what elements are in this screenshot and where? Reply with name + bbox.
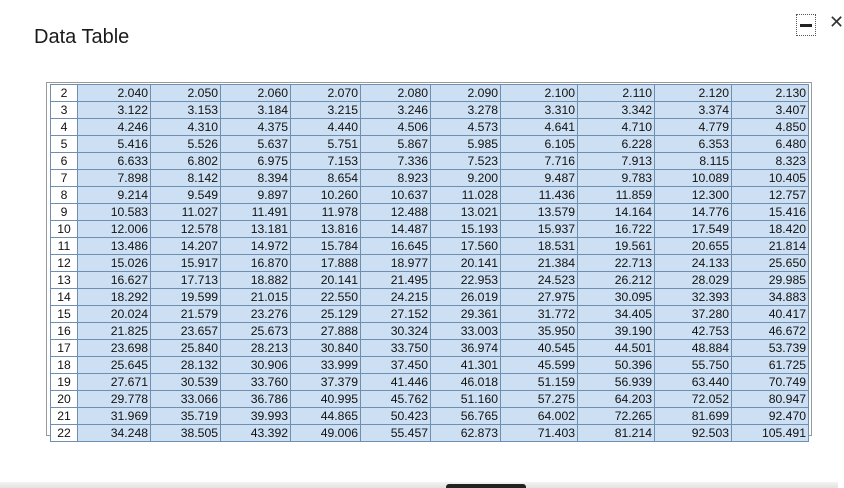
table-cell: 28.132 bbox=[151, 357, 221, 374]
table-cell: 2.040 bbox=[78, 85, 151, 102]
table-cell: 7.336 bbox=[361, 153, 431, 170]
table-cell: 33.760 bbox=[221, 374, 291, 391]
table-cell: 9.897 bbox=[221, 187, 291, 204]
table-cell: 8.115 bbox=[655, 153, 732, 170]
row-index-cell: 5 bbox=[51, 136, 78, 153]
table-cell: 4.246 bbox=[78, 119, 151, 136]
table-cell: 2.060 bbox=[221, 85, 291, 102]
row-index-cell: 20 bbox=[51, 391, 78, 408]
table-cell: 7.898 bbox=[78, 170, 151, 187]
row-index-cell: 16 bbox=[51, 323, 78, 340]
table-cell: 19.599 bbox=[151, 289, 221, 306]
table-cell: 30.840 bbox=[291, 340, 361, 357]
row-index-cell: 21 bbox=[51, 408, 78, 425]
table-cell: 2.050 bbox=[151, 85, 221, 102]
table-cell: 20.141 bbox=[431, 255, 501, 272]
table-cell: 5.526 bbox=[151, 136, 221, 153]
table-cell: 35.950 bbox=[501, 323, 578, 340]
table-cell: 25.129 bbox=[291, 306, 361, 323]
table-row bbox=[51, 289, 809, 306]
table-cell: 23.657 bbox=[151, 323, 221, 340]
table-cell: 8.394 bbox=[221, 170, 291, 187]
table-cell: 35.719 bbox=[151, 408, 221, 425]
table-cell: 9.214 bbox=[78, 187, 151, 204]
table-cell: 27.152 bbox=[361, 306, 431, 323]
table-cell: 21.384 bbox=[501, 255, 578, 272]
table-cell: 26.019 bbox=[431, 289, 501, 306]
table-cell: 39.190 bbox=[578, 323, 655, 340]
table-cell: 21.814 bbox=[732, 238, 809, 255]
table-cell: 11.491 bbox=[221, 204, 291, 221]
table-cell: 10.260 bbox=[291, 187, 361, 204]
table-cell: 5.416 bbox=[78, 136, 151, 153]
table-cell: 53.739 bbox=[732, 340, 809, 357]
table-cell: 46.672 bbox=[732, 323, 809, 340]
table-cell: 44.865 bbox=[291, 408, 361, 425]
table-cell: 9.200 bbox=[431, 170, 501, 187]
table-cell: 46.018 bbox=[431, 374, 501, 391]
table-cell: 39.993 bbox=[221, 408, 291, 425]
table-cell: 41.446 bbox=[361, 374, 431, 391]
table-cell: 2.120 bbox=[655, 85, 732, 102]
table-cell: 21.825 bbox=[78, 323, 151, 340]
table-cell: 29.985 bbox=[732, 272, 809, 289]
table-cell: 25.645 bbox=[78, 357, 151, 374]
table-cell: 18.977 bbox=[361, 255, 431, 272]
table-cell: 19.561 bbox=[578, 238, 655, 255]
table-row bbox=[51, 119, 809, 136]
table-cell: 92.470 bbox=[732, 408, 809, 425]
table-cell: 11.436 bbox=[501, 187, 578, 204]
table-cell: 4.641 bbox=[501, 119, 578, 136]
table-cell: 56.939 bbox=[578, 374, 655, 391]
table-cell: 12.300 bbox=[655, 187, 732, 204]
table-cell: 12.006 bbox=[78, 221, 151, 238]
table-cell: 25.840 bbox=[151, 340, 221, 357]
table-cell: 44.501 bbox=[578, 340, 655, 357]
table-row bbox=[51, 221, 809, 238]
table-cell: 81.699 bbox=[655, 408, 732, 425]
table-cell: 34.883 bbox=[732, 289, 809, 306]
table-cell: 6.228 bbox=[578, 136, 655, 153]
table-cell: 4.440 bbox=[291, 119, 361, 136]
table-cell: 13.486 bbox=[78, 238, 151, 255]
table-cell: 2.100 bbox=[501, 85, 578, 102]
row-index-cell: 11 bbox=[51, 238, 78, 255]
table-cell: 14.972 bbox=[221, 238, 291, 255]
table-cell: 27.671 bbox=[78, 374, 151, 391]
table-cell: 61.725 bbox=[732, 357, 809, 374]
table-cell: 31.772 bbox=[501, 306, 578, 323]
table-cell: 15.416 bbox=[732, 204, 809, 221]
table-cell: 11.028 bbox=[431, 187, 501, 204]
table-cell: 38.505 bbox=[151, 425, 221, 442]
table-cell: 3.278 bbox=[431, 102, 501, 119]
table-cell: 27.888 bbox=[291, 323, 361, 340]
table-cell: 4.506 bbox=[361, 119, 431, 136]
table-cell: 9.783 bbox=[578, 170, 655, 187]
table-cell: 29.361 bbox=[431, 306, 501, 323]
table-cell: 72.052 bbox=[655, 391, 732, 408]
table-row bbox=[51, 102, 809, 119]
table-row bbox=[51, 255, 809, 272]
table-cell: 7.153 bbox=[291, 153, 361, 170]
table-row bbox=[51, 374, 809, 391]
table-cell: 49.006 bbox=[291, 425, 361, 442]
table-cell: 10.583 bbox=[78, 204, 151, 221]
data-table-container bbox=[46, 82, 812, 440]
row-index-cell: 9 bbox=[51, 204, 78, 221]
table-cell: 16.870 bbox=[221, 255, 291, 272]
table-cell: 24.523 bbox=[501, 272, 578, 289]
table-cell: 18.531 bbox=[501, 238, 578, 255]
table-cell: 16.722 bbox=[578, 221, 655, 238]
row-index-cell: 22 bbox=[51, 425, 78, 442]
table-cell: 48.884 bbox=[655, 340, 732, 357]
table-cell: 55.750 bbox=[655, 357, 732, 374]
table-cell: 31.969 bbox=[78, 408, 151, 425]
table-cell: 43.392 bbox=[221, 425, 291, 442]
table-cell: 6.975 bbox=[221, 153, 291, 170]
table-cell: 55.457 bbox=[361, 425, 431, 442]
table-cell: 10.089 bbox=[655, 170, 732, 187]
row-index-cell: 6 bbox=[51, 153, 78, 170]
table-cell: 17.888 bbox=[291, 255, 361, 272]
table-cell: 15.784 bbox=[291, 238, 361, 255]
table-cell: 33.999 bbox=[291, 357, 361, 374]
table-cell: 6.802 bbox=[151, 153, 221, 170]
table-cell: 13.579 bbox=[501, 204, 578, 221]
table-cell: 34.248 bbox=[78, 425, 151, 442]
table-cell: 25.650 bbox=[732, 255, 809, 272]
row-index-cell: 7 bbox=[51, 170, 78, 187]
table-cell: 40.545 bbox=[501, 340, 578, 357]
table-cell: 21.495 bbox=[361, 272, 431, 289]
table-cell: 17.713 bbox=[151, 272, 221, 289]
table-row bbox=[51, 323, 809, 340]
table-cell: 3.374 bbox=[655, 102, 732, 119]
table-cell: 14.164 bbox=[578, 204, 655, 221]
table-cell: 33.750 bbox=[361, 340, 431, 357]
table-cell: 4.850 bbox=[732, 119, 809, 136]
table-cell: 26.212 bbox=[578, 272, 655, 289]
row-index-cell: 4 bbox=[51, 119, 78, 136]
table-row bbox=[51, 204, 809, 221]
table-cell: 3.310 bbox=[501, 102, 578, 119]
table-cell: 9.487 bbox=[501, 170, 578, 187]
table-cell: 15.917 bbox=[151, 255, 221, 272]
table-cell: 14.207 bbox=[151, 238, 221, 255]
table-cell: 63.440 bbox=[655, 374, 732, 391]
table-cell: 4.710 bbox=[578, 119, 655, 136]
table-row bbox=[51, 153, 809, 170]
table-cell: 3.153 bbox=[151, 102, 221, 119]
table-cell: 72.265 bbox=[578, 408, 655, 425]
table-cell: 28.213 bbox=[221, 340, 291, 357]
minimize-icon bbox=[800, 24, 812, 27]
table-cell: 29.778 bbox=[78, 391, 151, 408]
table-cell: 9.549 bbox=[151, 187, 221, 204]
row-index-cell: 19 bbox=[51, 374, 78, 391]
table-cell: 6.105 bbox=[501, 136, 578, 153]
table-cell: 22.713 bbox=[578, 255, 655, 272]
table-row bbox=[51, 238, 809, 255]
table-cell: 4.375 bbox=[221, 119, 291, 136]
table-cell: 30.324 bbox=[361, 323, 431, 340]
table-cell: 23.698 bbox=[78, 340, 151, 357]
table-cell: 51.159 bbox=[501, 374, 578, 391]
table-cell: 5.637 bbox=[221, 136, 291, 153]
row-index-cell: 14 bbox=[51, 289, 78, 306]
table-cell: 3.342 bbox=[578, 102, 655, 119]
table-cell: 5.985 bbox=[431, 136, 501, 153]
table-cell: 28.029 bbox=[655, 272, 732, 289]
close-icon[interactable]: ✕ bbox=[829, 12, 844, 32]
table-cell: 37.280 bbox=[655, 306, 732, 323]
table-cell: 20.655 bbox=[655, 238, 732, 255]
table-cell: 81.214 bbox=[578, 425, 655, 442]
table-cell: 16.627 bbox=[78, 272, 151, 289]
table-cell: 3.246 bbox=[361, 102, 431, 119]
table-cell: 5.751 bbox=[291, 136, 361, 153]
table-cell: 42.753 bbox=[655, 323, 732, 340]
table-cell: 64.002 bbox=[501, 408, 578, 425]
table-row bbox=[51, 136, 809, 153]
table-cell: 20.141 bbox=[291, 272, 361, 289]
row-index-cell: 18 bbox=[51, 357, 78, 374]
table-cell: 2.130 bbox=[732, 85, 809, 102]
table-cell: 51.160 bbox=[431, 391, 501, 408]
table-row bbox=[51, 340, 809, 357]
table-cell: 45.599 bbox=[501, 357, 578, 374]
table-row bbox=[51, 408, 809, 425]
home-indicator bbox=[446, 484, 526, 488]
table-cell: 12.578 bbox=[151, 221, 221, 238]
table-cell: 8.142 bbox=[151, 170, 221, 187]
table-cell: 33.003 bbox=[431, 323, 501, 340]
table-cell: 16.645 bbox=[361, 238, 431, 255]
table-cell: 50.396 bbox=[578, 357, 655, 374]
row-index-cell: 3 bbox=[51, 102, 78, 119]
table-cell: 2.080 bbox=[361, 85, 431, 102]
table-cell: 13.181 bbox=[221, 221, 291, 238]
table-row bbox=[51, 170, 809, 187]
table-cell: 36.974 bbox=[431, 340, 501, 357]
table-cell: 17.549 bbox=[655, 221, 732, 238]
table-cell: 7.913 bbox=[578, 153, 655, 170]
row-index-cell: 12 bbox=[51, 255, 78, 272]
table-cell: 2.090 bbox=[431, 85, 501, 102]
table-cell: 30.539 bbox=[151, 374, 221, 391]
table-cell: 40.417 bbox=[732, 306, 809, 323]
table-row bbox=[51, 306, 809, 323]
table-cell: 70.749 bbox=[732, 374, 809, 391]
table-cell: 2.070 bbox=[291, 85, 361, 102]
table-cell: 21.579 bbox=[151, 306, 221, 323]
table-row bbox=[51, 425, 809, 442]
table-cell: 4.310 bbox=[151, 119, 221, 136]
table-cell: 20.024 bbox=[78, 306, 151, 323]
row-index-cell: 17 bbox=[51, 340, 78, 357]
table-cell: 10.637 bbox=[361, 187, 431, 204]
table-row bbox=[51, 391, 809, 408]
table-cell: 8.323 bbox=[732, 153, 809, 170]
table-cell: 13.021 bbox=[431, 204, 501, 221]
minimize-button[interactable] bbox=[796, 14, 816, 36]
table-row bbox=[51, 272, 809, 289]
row-index-cell: 2 bbox=[51, 85, 78, 102]
row-index-cell: 10 bbox=[51, 221, 78, 238]
table-cell: 37.450 bbox=[361, 357, 431, 374]
table-cell: 11.027 bbox=[151, 204, 221, 221]
table-cell: 14.776 bbox=[655, 204, 732, 221]
table-cell: 18.420 bbox=[732, 221, 809, 238]
table-cell: 22.550 bbox=[291, 289, 361, 306]
table-cell: 7.523 bbox=[431, 153, 501, 170]
table-cell: 14.487 bbox=[361, 221, 431, 238]
table-cell: 4.573 bbox=[431, 119, 501, 136]
table-cell: 13.816 bbox=[291, 221, 361, 238]
table-cell: 33.066 bbox=[151, 391, 221, 408]
table-row bbox=[51, 357, 809, 374]
table-cell: 8.654 bbox=[291, 170, 361, 187]
table-cell: 4.779 bbox=[655, 119, 732, 136]
table-row bbox=[51, 187, 809, 204]
table-cell: 34.405 bbox=[578, 306, 655, 323]
table-cell: 7.716 bbox=[501, 153, 578, 170]
table-cell: 3.184 bbox=[221, 102, 291, 119]
table-cell: 3.407 bbox=[732, 102, 809, 119]
table-cell: 27.975 bbox=[501, 289, 578, 306]
data-table bbox=[50, 84, 809, 442]
row-index-cell: 15 bbox=[51, 306, 78, 323]
table-cell: 92.503 bbox=[655, 425, 732, 442]
table-cell: 23.276 bbox=[221, 306, 291, 323]
table-cell: 17.560 bbox=[431, 238, 501, 255]
bottom-bar bbox=[0, 482, 838, 488]
table-cell: 11.859 bbox=[578, 187, 655, 204]
table-cell: 105.491 bbox=[732, 425, 809, 442]
table-cell: 37.379 bbox=[291, 374, 361, 391]
table-cell: 64.203 bbox=[578, 391, 655, 408]
table-cell: 3.215 bbox=[291, 102, 361, 119]
table-cell: 24.133 bbox=[655, 255, 732, 272]
table-cell: 24.215 bbox=[361, 289, 431, 306]
table-cell: 25.673 bbox=[221, 323, 291, 340]
table-cell: 15.193 bbox=[431, 221, 501, 238]
table-cell: 8.923 bbox=[361, 170, 431, 187]
table-cell: 12.488 bbox=[361, 204, 431, 221]
table-cell: 6.480 bbox=[732, 136, 809, 153]
table-cell: 22.953 bbox=[431, 272, 501, 289]
table-cell: 56.765 bbox=[431, 408, 501, 425]
table-cell: 30.906 bbox=[221, 357, 291, 374]
table-cell: 21.015 bbox=[221, 289, 291, 306]
table-cell: 32.393 bbox=[655, 289, 732, 306]
table-cell: 50.423 bbox=[361, 408, 431, 425]
table-cell: 3.122 bbox=[78, 102, 151, 119]
table-cell: 10.405 bbox=[732, 170, 809, 187]
table-cell: 41.301 bbox=[431, 357, 501, 374]
page-title: Data Table bbox=[34, 26, 130, 48]
table-cell: 57.275 bbox=[501, 391, 578, 408]
table-cell: 6.353 bbox=[655, 136, 732, 153]
table-cell: 45.762 bbox=[361, 391, 431, 408]
table-cell: 11.978 bbox=[291, 204, 361, 221]
table-cell: 40.995 bbox=[291, 391, 361, 408]
table-cell: 71.403 bbox=[501, 425, 578, 442]
table-cell: 18.882 bbox=[221, 272, 291, 289]
table-cell: 2.110 bbox=[578, 85, 655, 102]
table-cell: 12.757 bbox=[732, 187, 809, 204]
table-row bbox=[51, 85, 809, 102]
row-index-cell: 13 bbox=[51, 272, 78, 289]
table-cell: 62.873 bbox=[431, 425, 501, 442]
table-cell: 5.867 bbox=[361, 136, 431, 153]
table-cell: 36.786 bbox=[221, 391, 291, 408]
table-cell: 6.633 bbox=[78, 153, 151, 170]
table-cell: 18.292 bbox=[78, 289, 151, 306]
table-cell: 15.026 bbox=[78, 255, 151, 272]
table-cell: 15.937 bbox=[501, 221, 578, 238]
table-cell: 80.947 bbox=[732, 391, 809, 408]
row-index-cell: 8 bbox=[51, 187, 78, 204]
table-cell: 30.095 bbox=[578, 289, 655, 306]
